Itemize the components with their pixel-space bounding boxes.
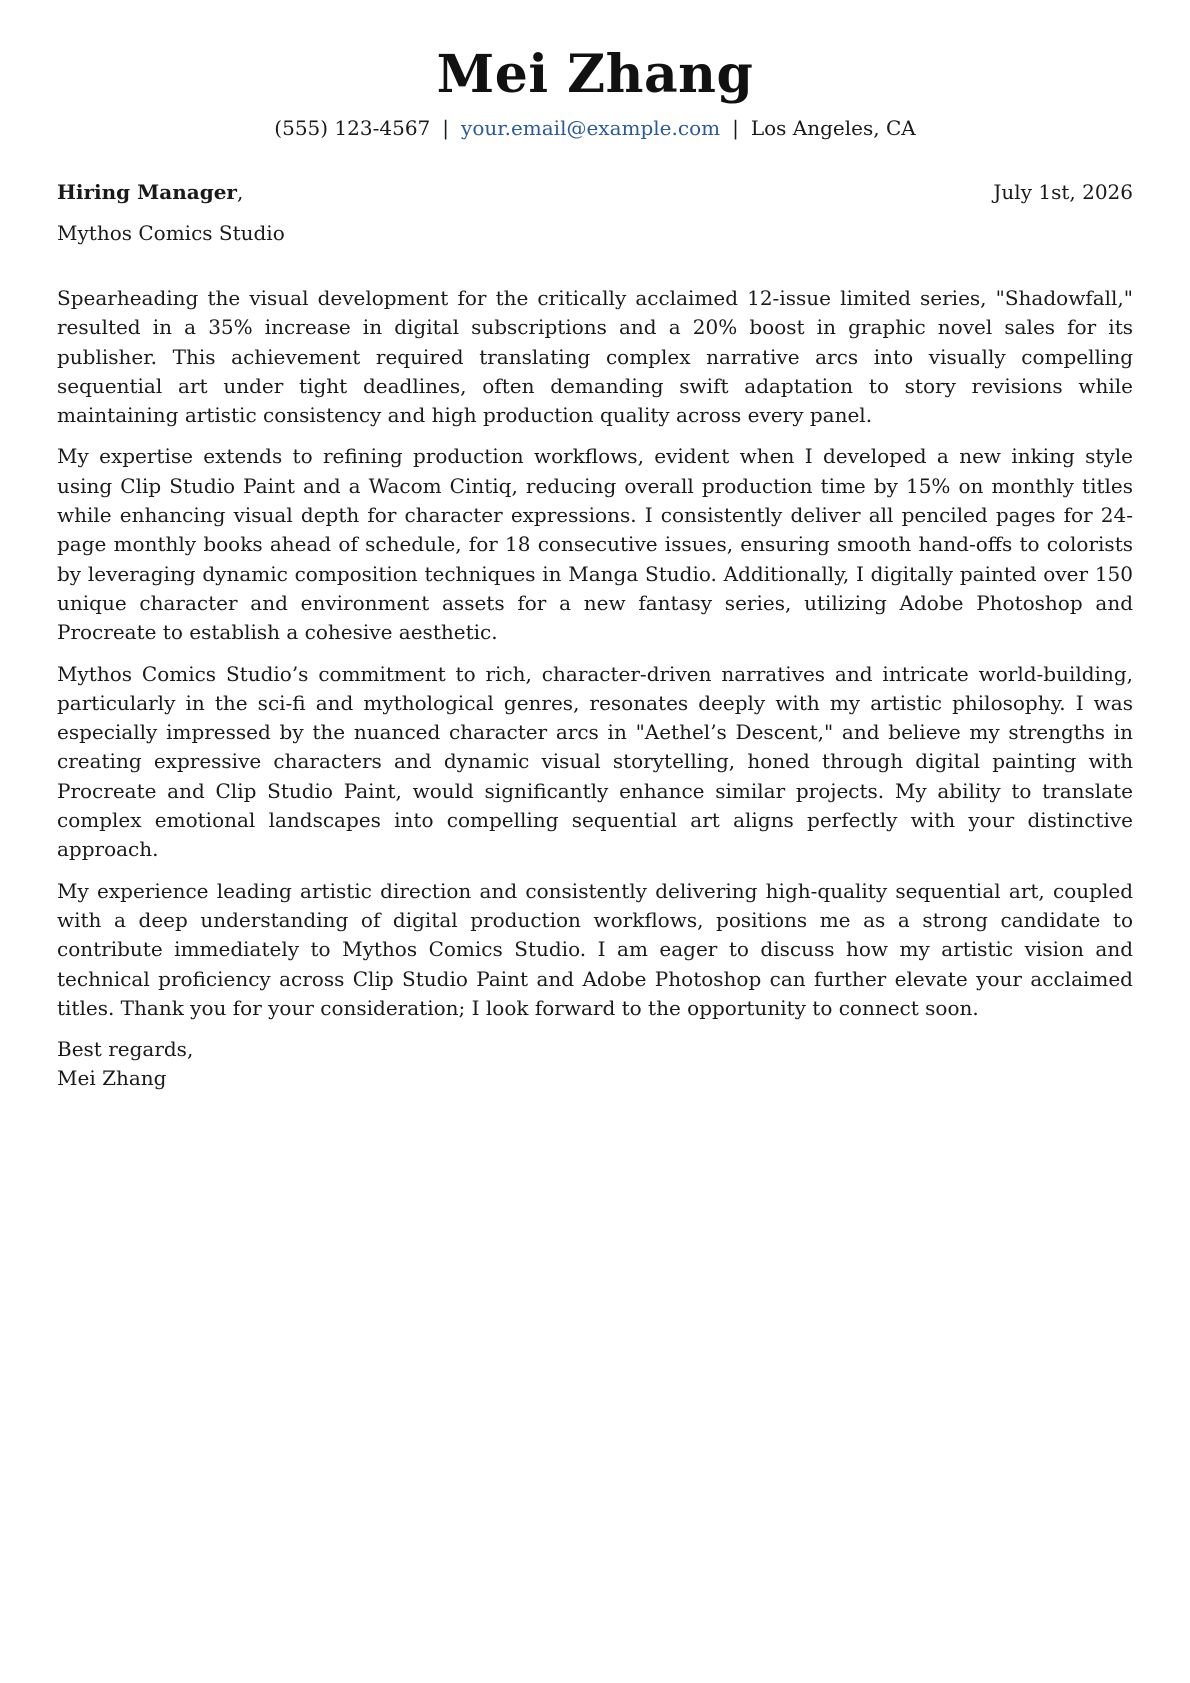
location: Los Angeles, CA <box>750 116 916 140</box>
body-paragraph: My experience leading artistic direction and consistently delivering high-quality sequential art, coupled with a deep understanding of digital production workflows, positions me as a strong candidate to contribute immediately to Mythos Comics Studio. I am eager to discuss how my artistic vision and technical proficiency across Clip Studio Paint and Adobe Photoshop can further elevate your acclaimed titles. Thank you for your consideration; I look forward to the opportunity to connect soon. <box>57 878 1133 1020</box>
letter-date: July 1st, 2026 <box>993 180 1133 204</box>
phone-number: (555) 123-4567 <box>274 116 431 140</box>
letter-body <box>57 284 1133 1093</box>
recipient-row <box>57 178 1133 206</box>
body-paragraph: Spearheading the visual development for the critically acclaimed 12-issue limited series, "Shadowfall," resulted in a 35% increase in digital subscriptions and a 20% boost in graphic novel sales for its publisher. This achievement required translating complex narrative arcs into visually compelling sequential art under tight deadlines, often demanding swift adaptation to story revisions while maintaining artistic consistency and high production quality across every panel. <box>57 286 1133 428</box>
contact-separator: | <box>732 116 739 140</box>
contact-separator: | <box>442 116 450 140</box>
recipient-name-suffix: , <box>236 180 244 204</box>
email-link[interactable]: your.email@example.com <box>461 116 721 140</box>
body-paragraph: Mythos Comics Studio’s commitment to rich, character-driven narratives and intricate world-building, particularly in the sci-fi and mythological genres, resonates deeply with my artistic philosophy. I was especially impressed by the nuanced character arcs in "Aethel’s Descent," and believe my strengths in creating expressive characters and dynamic visual storytelling, honed through digital painting with Procreate and Clip Studio Paint, would significantly enhance similar projects. My ability to translate complex emotional landscapes into compelling sequential art aligns perfectly with your distinctive approach. <box>57 661 1133 862</box>
contact-line <box>57 114 1133 142</box>
closing-salutation: Best regards, <box>57 1037 194 1062</box>
recipient-name: Hiring Manager <box>57 180 237 204</box>
signature-name: Mei Zhang <box>57 1066 167 1091</box>
recipient-company: Mythos Comics Studio <box>57 221 285 245</box>
applicant-name: Mei Zhang <box>436 44 754 105</box>
closing-block <box>57 1035 1133 1093</box>
body-paragraph: My expertise extends to refining production workflows, evident when I developed a new inking style using Clip Studio Paint and a Wacom Cintiq, reducing overall production time by 15% on monthly titles while enhancing visual depth for character expressions. I consistently deliver all penciled pages for 24-page monthly books ahead of schedule, for 18 consecutive issues, ensuring smooth hand-offs to colorists by leveraging dynamic composition techniques in Manga Studio. Additionally, I digitally painted over 150 unique character and environment assets for a new fantasy series, utilizing Adobe Photoshop and Procreate to establish a cohesive aesthetic. <box>57 444 1133 645</box>
